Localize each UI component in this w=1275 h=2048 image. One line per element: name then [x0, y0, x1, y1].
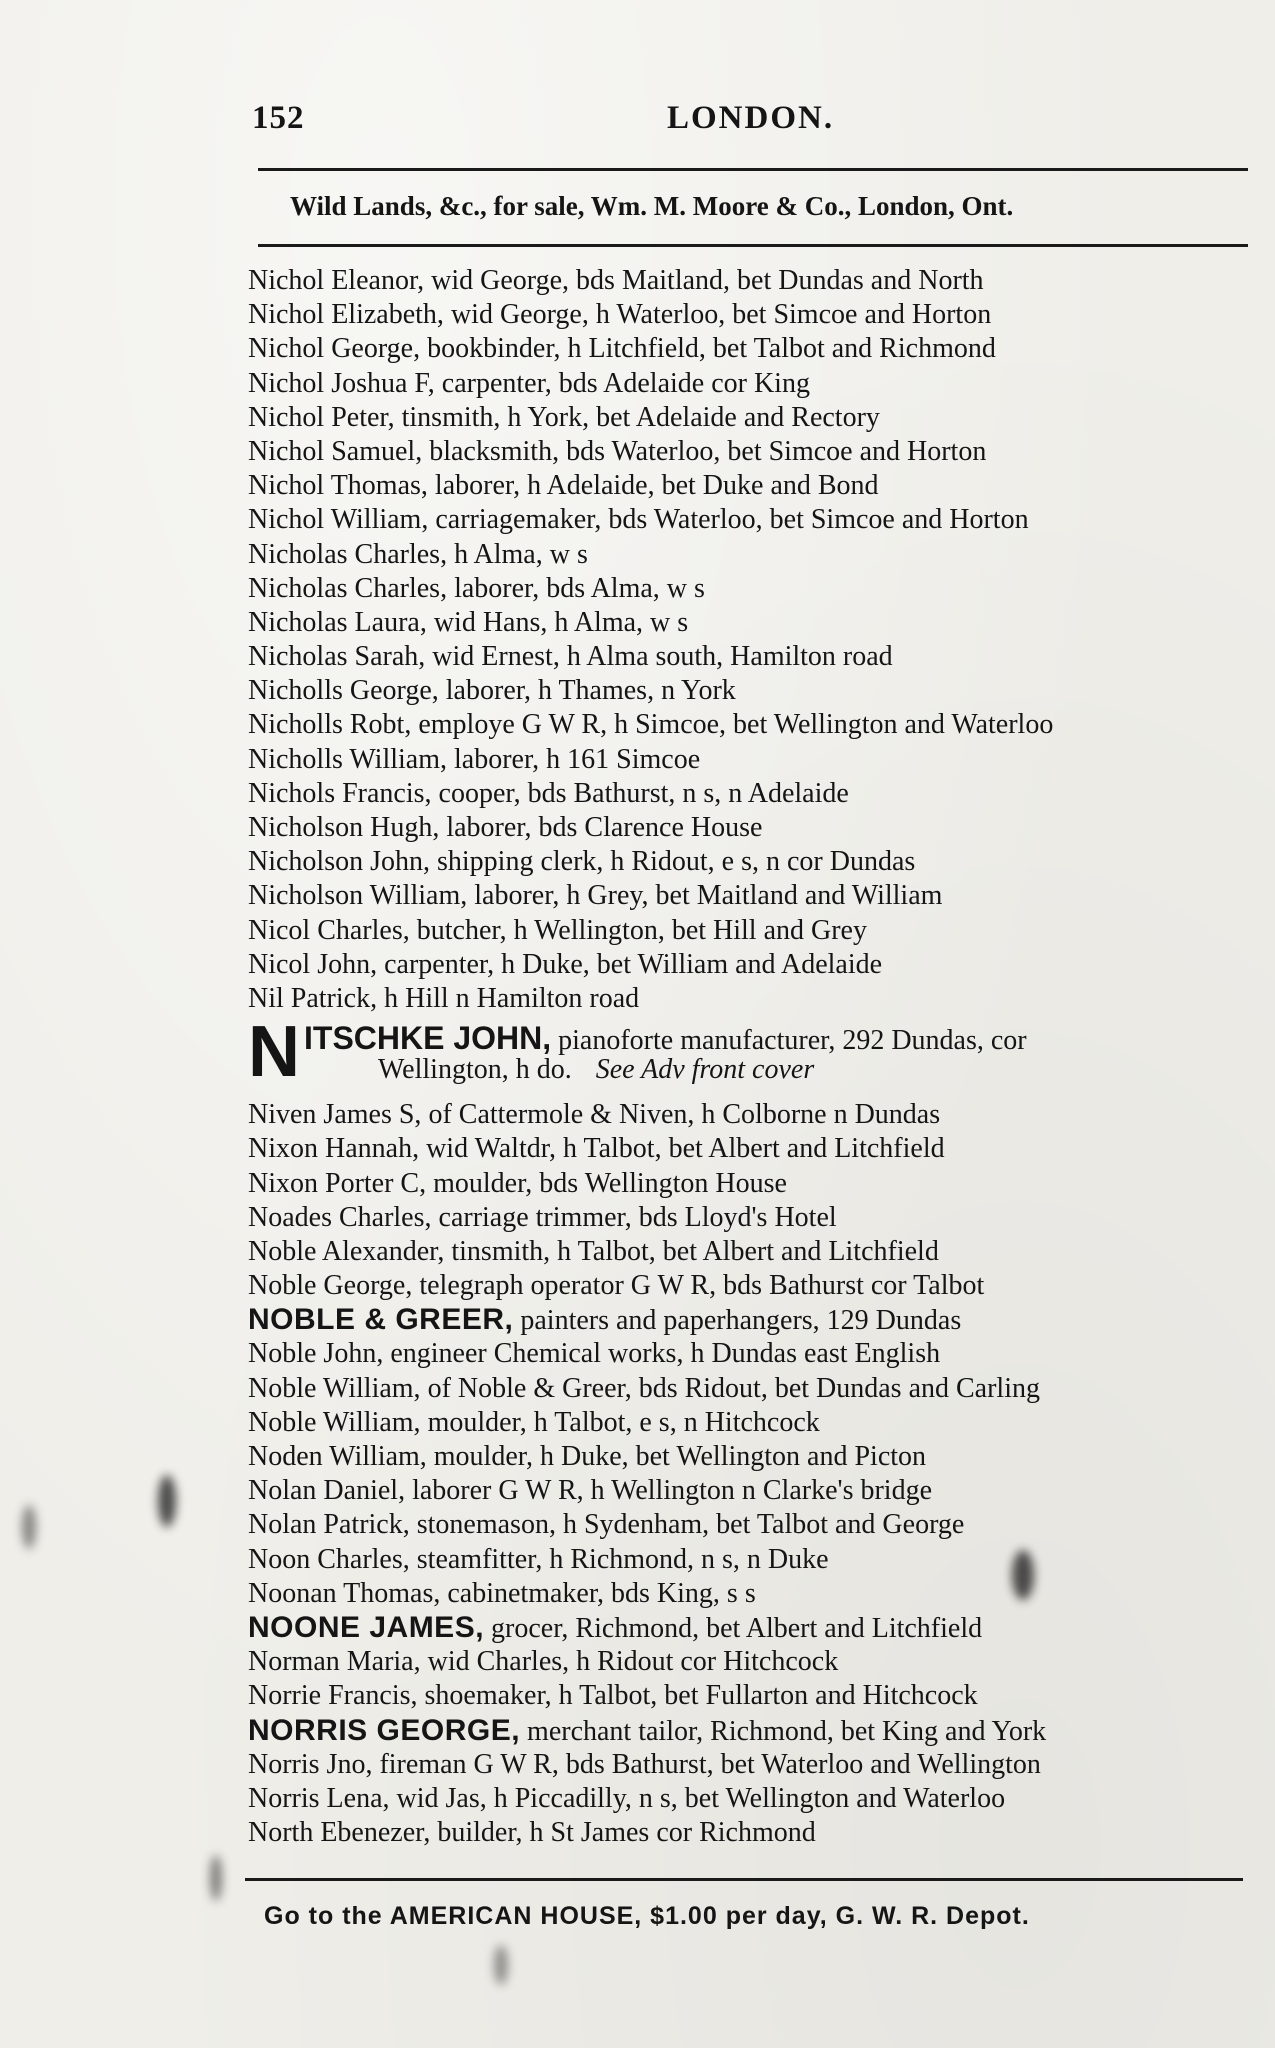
entry-detail: laborer, h Thames, n York	[438, 675, 736, 707]
entry-name: Noble William,	[248, 1406, 421, 1438]
entry-detail: laborer, h Adelaide, bet Duke and Bond	[427, 470, 879, 502]
directory-entry	[248, 1714, 1248, 1748]
entry-name: Norris Jno,	[248, 1748, 373, 1780]
entry-detail: butcher, h Wellington, bet Hill and Grey	[409, 914, 867, 946]
entry-detail: shipping clerk, h Ridout, e s, n cor Dundas	[430, 846, 916, 878]
directory-entry	[248, 1303, 1248, 1337]
entry-name: Nichol Peter,	[248, 401, 395, 433]
directory-entry	[248, 1235, 1248, 1269]
entry-list-2	[248, 1098, 1248, 1850]
entry-detail: fireman G W R, bds Bathurst, bet Waterloo and Wellington	[372, 1748, 1041, 1780]
bottom-advertisement: Go to the AMERICAN HOUSE, $1.00 per day, G. W. R. Depot.	[264, 1902, 1030, 1930]
directory-entry	[248, 606, 1248, 640]
entry-detail: laborer, bds Clarence House	[439, 812, 763, 843]
feature-reference: See Adv front cover	[595, 1054, 815, 1086]
directory-entry	[248, 401, 1248, 435]
entry-detail: wid Hans, h Alma, w s	[426, 606, 689, 638]
directory-entry	[248, 1132, 1248, 1166]
entry-detail: carpenter, bds Adelaide cor King	[434, 367, 810, 399]
entry-detail: carpenter, h Duke, bet William and Adelaide	[377, 948, 883, 980]
entry-name: Nichol Samuel,	[248, 435, 423, 467]
ink-blot	[158, 1475, 176, 1527]
entry-name: Nichol Joshua F,	[248, 367, 435, 399]
directory-entry	[248, 914, 1248, 948]
entry-detail: cooper, bds Bathurst, n s, n Adelaide	[431, 777, 849, 809]
directory-entry	[248, 298, 1248, 332]
entry-name: Noonan Thomas,	[248, 1577, 441, 1609]
entry-name: NOBLE & GREER,	[248, 1303, 514, 1337]
entry-name: Nicholas Laura,	[248, 606, 427, 638]
entry-name: Nolan Patrick,	[248, 1509, 410, 1541]
entry-name: Nil Patrick,	[248, 982, 378, 1014]
entry-detail: painters and paperhangers, 129 Dundas	[513, 1305, 962, 1337]
header-rule-top	[258, 168, 1248, 171]
directory-entry	[248, 1201, 1248, 1235]
top-advertisement: Wild Lands, &c., for sale, Wm. M. Moore & Co., London, Ont.	[290, 191, 1014, 221]
entry-name: Noble Alexander,	[248, 1235, 445, 1267]
directory-entry	[248, 1167, 1248, 1201]
entry-detail: moulder, h Talbot, e s, n Hitchcock	[420, 1406, 820, 1438]
entry-name: Nicholson Hugh,	[248, 812, 440, 843]
entry-name: Nicol John,	[248, 948, 378, 980]
directory-entry	[248, 674, 1248, 708]
directory-entry	[248, 879, 1248, 913]
directory-entry	[248, 777, 1248, 811]
directory-entry	[248, 1440, 1248, 1474]
running-head: LONDON.	[667, 100, 835, 136]
directory-entry	[248, 1372, 1248, 1406]
entry-name: Noden William,	[248, 1441, 427, 1472]
directory-entry	[248, 264, 1248, 298]
entry-detail: wid George, bds Maitland, bet Dundas and North	[424, 265, 984, 296]
entry-name: Nicholls William,	[248, 743, 448, 775]
entry-list-1	[248, 264, 1248, 1016]
entry-name: Nicol Charles,	[248, 914, 410, 946]
entry-name: Niven James S,	[248, 1099, 422, 1131]
entry-name: Nicholls George,	[248, 675, 439, 707]
ink-blot	[494, 1945, 508, 1985]
directory-entry	[248, 1782, 1248, 1816]
directory-entry	[248, 1269, 1248, 1303]
entry-detail: of Noble & Greer, bds Ridout, bet Dundas and Carling	[420, 1372, 1040, 1404]
entry-detail: wid Jas, h Piccadilly, n s, bet Wellington and Waterloo	[389, 1782, 1006, 1814]
entry-name: Noble William,	[248, 1372, 421, 1404]
entry-name: NORRIS GEORGE,	[248, 1713, 521, 1747]
directory-entry	[248, 1748, 1248, 1782]
entry-name: Nicholas Sarah,	[248, 641, 426, 673]
entry-name: Nolan Daniel,	[248, 1475, 406, 1507]
directory-entry	[248, 708, 1248, 742]
directory-entries	[248, 264, 1248, 1850]
directory-entry	[248, 1508, 1248, 1542]
entry-detail: cabinetmaker, bds King, s s	[440, 1577, 756, 1609]
entry-detail: laborer, h 161 Simcoe	[447, 743, 701, 775]
entry-detail: wid Waltdr, h Talbot, bet Albert and Litchfield	[419, 1133, 945, 1165]
feature-name: ITSCHKE JOHN,	[304, 1020, 552, 1057]
entry-name: Nicholas Charles,	[248, 572, 448, 604]
header-rule-bottom	[258, 244, 1248, 247]
entry-detail: wid Ernest, h Alma south, Hamilton road	[425, 641, 893, 673]
ink-blot	[22, 1505, 36, 1549]
entry-detail: tinsmith, h York, bet Adelaide and Rectory	[394, 401, 880, 433]
entry-detail: wid George, h Waterloo, bet Simcoe and Horton	[443, 299, 992, 331]
entry-detail: tinsmith, h Talbot, bet Albert and Litchfield	[444, 1235, 939, 1267]
directory-entry	[248, 1577, 1248, 1611]
directory-entry	[248, 1098, 1248, 1132]
entry-detail: carriage trimmer, bds Lloyd's Hotel	[431, 1201, 837, 1233]
entry-detail: grocer, Richmond, bet Albert and Litchfield	[484, 1612, 983, 1644]
directory-entry	[248, 1816, 1248, 1850]
entry-name: Norris Lena,	[248, 1782, 390, 1814]
directory-entry	[248, 811, 1248, 845]
entry-name: Nichol Elizabeth,	[248, 299, 444, 331]
directory-entry	[248, 1543, 1248, 1577]
entry-name: Noble John,	[248, 1338, 384, 1370]
entry-detail: laborer, h Grey, bet Maitland and William	[467, 880, 943, 912]
directory-entry	[248, 1645, 1248, 1679]
entry-name: Nicholls Robt,	[248, 709, 412, 741]
entry-name: Nichol Thomas,	[248, 470, 428, 502]
entry-name: Nichols Francis,	[248, 777, 432, 809]
feature-detail: pianoforte manufacturer, 292 Dundas, cor	[551, 1025, 1027, 1057]
entry-name: Nicholson William,	[248, 880, 468, 912]
entry-name: Noble George,	[248, 1270, 413, 1302]
directory-entry	[248, 503, 1248, 537]
directory-entry	[248, 640, 1248, 674]
entry-name: Norrie Francis,	[248, 1680, 418, 1712]
entry-detail: bookbinder, h Litchfield, bet Talbot and Richmond	[420, 333, 996, 365]
directory-entry	[248, 1474, 1248, 1508]
entry-name: Nixon Hannah,	[248, 1133, 420, 1165]
entry-detail: employe G W R, h Simcoe, bet Wellington and Waterloo	[411, 709, 1054, 741]
entry-name: Nicholson John,	[248, 846, 430, 878]
entry-name: Noades Charles,	[248, 1201, 432, 1233]
feature-line-1	[304, 1020, 1027, 1057]
entry-detail: shoemaker, h Talbot, bet Fullarton and Hitchcock	[417, 1680, 978, 1712]
entry-detail: builder, h St James cor Richmond	[430, 1817, 816, 1849]
page-number: 152	[252, 100, 305, 136]
entry-name: Nicholas Charles,	[248, 538, 448, 570]
directory-entry	[248, 572, 1248, 606]
drop-cap: N	[248, 1012, 300, 1093]
entry-detail: moulder, h Duke, bet Wellington and Picton	[426, 1441, 927, 1472]
entry-name: Nichol William,	[248, 504, 429, 536]
entry-detail: of Cattermole & Niven, h Colborne n Dundas	[421, 1099, 941, 1131]
entry-name: Norman Maria,	[248, 1646, 421, 1678]
directory-entry	[248, 743, 1248, 777]
directory-entry	[248, 1337, 1248, 1371]
directory-entry	[248, 332, 1248, 366]
entry-detail: merchant tailor, Richmond, bet King and York	[520, 1715, 1047, 1747]
directory-entry	[248, 948, 1248, 982]
entry-detail: moulder, bds Wellington House	[426, 1167, 787, 1199]
entry-detail: laborer G W R, h Wellington n Clarke's bridge	[405, 1475, 932, 1507]
feature-entry	[248, 1012, 1248, 1094]
directory-entry	[248, 845, 1248, 879]
entry-detail: laborer, bds Alma, w s	[447, 572, 705, 604]
footer-rule	[245, 1878, 1243, 1881]
entry-name: North Ebenezer,	[248, 1817, 431, 1849]
directory-entry	[248, 435, 1248, 469]
entry-name: Nichol George,	[248, 333, 421, 365]
directory-entry	[248, 1679, 1248, 1713]
directory-entry	[248, 1611, 1248, 1645]
entry-detail: carriagemaker, bds Waterloo, bet Simcoe and Horton	[428, 504, 1029, 536]
entry-detail: h Alma, w s	[447, 538, 588, 570]
entry-detail: engineer Chemical works, h Dundas east English	[383, 1338, 941, 1370]
entry-detail: h Hill n Hamilton road	[377, 982, 640, 1014]
feature-detail-2: Wellington, h do.	[378, 1054, 572, 1086]
feature-line-2	[378, 1054, 814, 1086]
entry-detail: blacksmith, bds Waterloo, bet Simcoe and Horton	[422, 435, 987, 467]
entry-name: Nichol Eleanor,	[248, 265, 425, 296]
ink-blot	[210, 1855, 222, 1901]
entry-detail: telegraph operator G W R, bds Bathurst cor Talbot	[412, 1270, 985, 1302]
entry-detail: steamfitter, h Richmond, n s, n Duke	[409, 1543, 829, 1575]
entry-detail: stonemason, h Sydenham, bet Talbot and George	[409, 1509, 965, 1541]
directory-entry	[248, 367, 1248, 401]
directory-entry	[248, 538, 1248, 572]
directory-entry	[248, 1406, 1248, 1440]
entry-name: Nixon Porter C,	[248, 1167, 427, 1199]
directory-entry	[248, 469, 1248, 503]
entry-name: NOONE JAMES,	[248, 1610, 485, 1644]
entry-detail: wid Charles, h Ridout cor Hitchcock	[420, 1646, 839, 1678]
entry-name: Noon Charles,	[248, 1543, 410, 1575]
directory-entry	[248, 982, 1248, 1016]
